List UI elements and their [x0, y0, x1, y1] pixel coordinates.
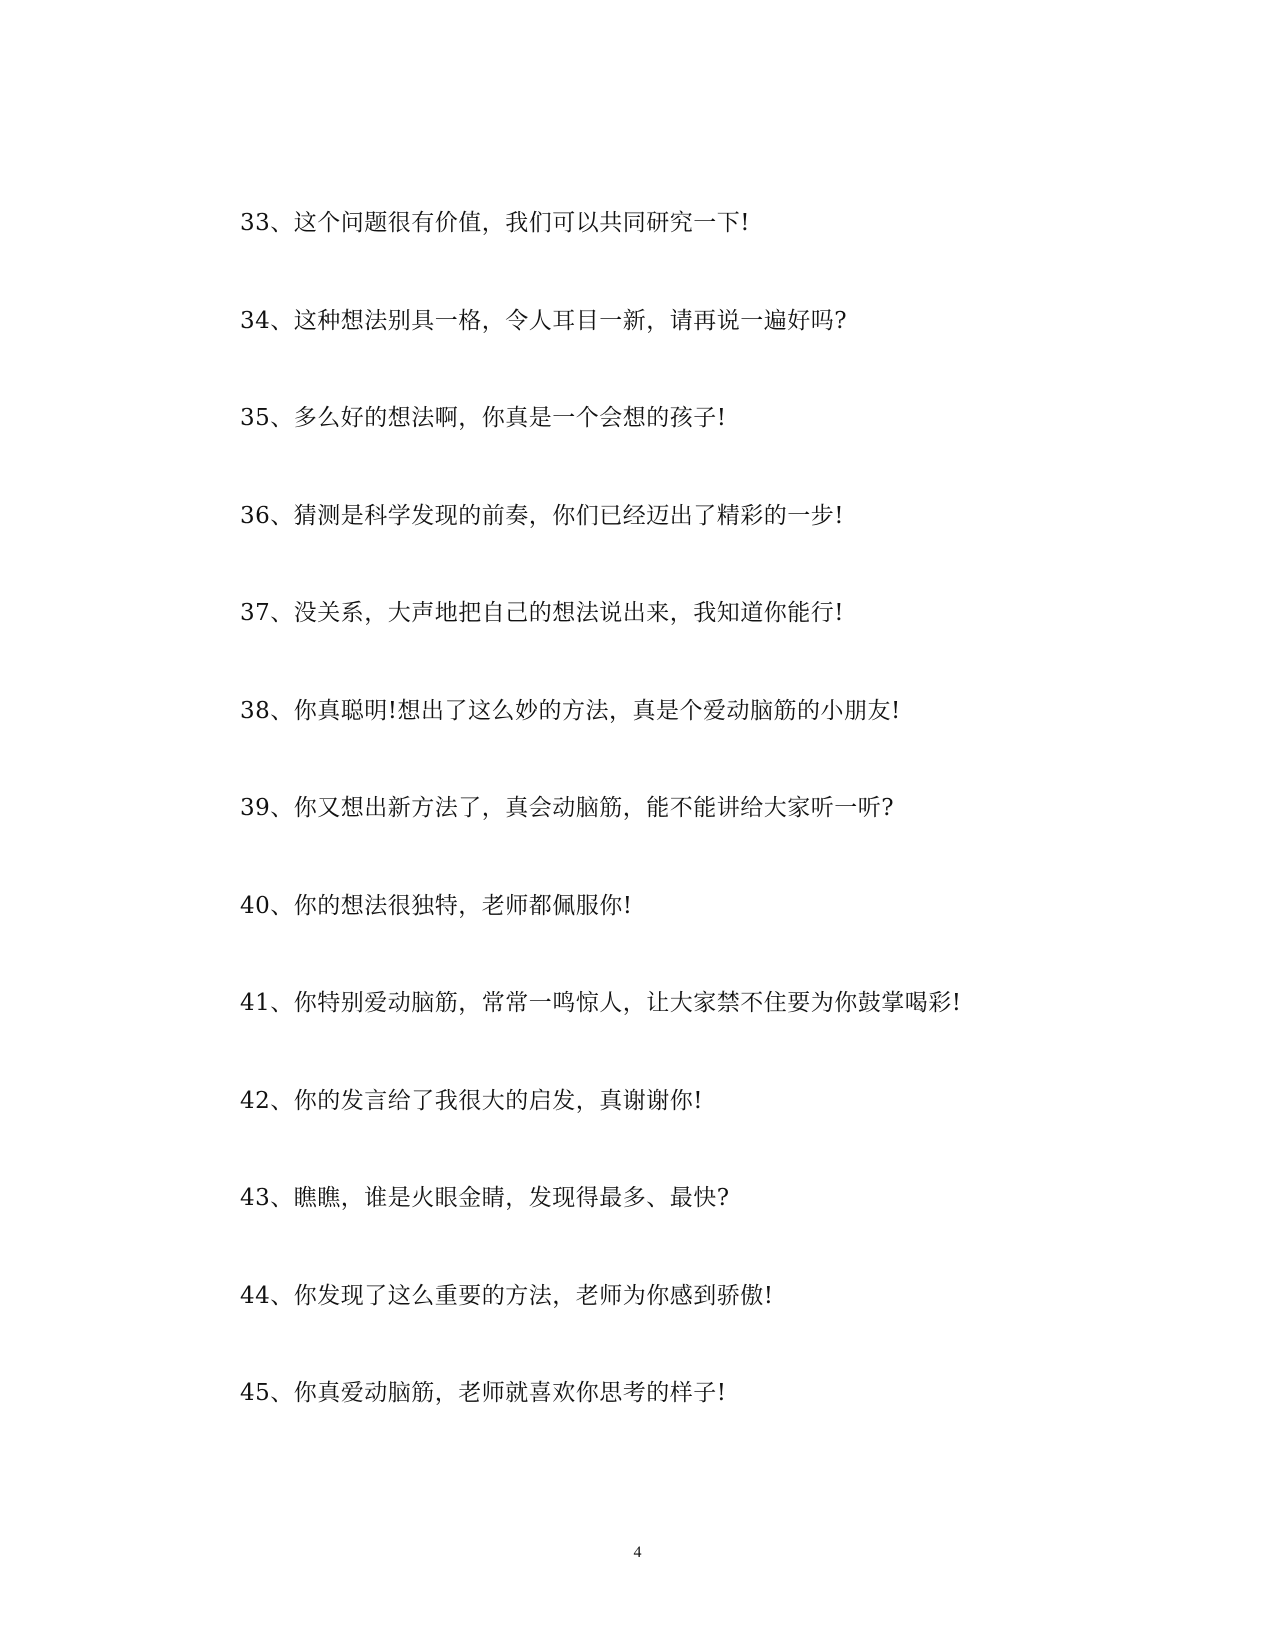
- list-item: 45、你真爱动脑筋，老师就喜欢你思考的样子!: [240, 1380, 727, 1406]
- list-item: 43、瞧瞧，谁是火眼金睛，发现得最多、最快?: [240, 1185, 730, 1211]
- list-item: 41、你特别爱动脑筋，常常一鸣惊人，让大家禁不住要为你鼓掌喝彩!: [240, 990, 962, 1016]
- list-item: 44、你发现了这么重要的方法，老师为你感到骄傲!: [240, 1282, 774, 1309]
- praise-list: [240, 211, 1140, 1479]
- page-number: 4: [633, 1544, 642, 1561]
- list-item: 38、你真聪明!想出了这么妙的方法，真是个爱动脑筋的小朋友!: [240, 697, 901, 724]
- list-item: 37、没关系，大声地把自己的想法说出来，我知道你能行!: [240, 600, 845, 626]
- list-item: 35、多么好的想法啊，你真是一个会想的孩子!: [240, 405, 727, 431]
- list-item: 42、你的发言给了我很大的启发，真谢谢你!: [240, 1087, 704, 1114]
- list-item: 36、猜测是科学发现的前奏，你们已经迈出了精彩的一步!: [240, 502, 845, 529]
- list-item: 39、你又想出新方法了，真会动脑筋，能不能讲给大家听一听?: [240, 795, 895, 821]
- list-item: 33、这个问题很有价值，我们可以共同研究一下!: [240, 210, 751, 236]
- list-item: 34、这种想法别具一格，令人耳目一新，请再说一遍好吗?: [240, 307, 848, 334]
- list-item: 40、你的想法很独特，老师都佩服你!: [240, 892, 633, 919]
